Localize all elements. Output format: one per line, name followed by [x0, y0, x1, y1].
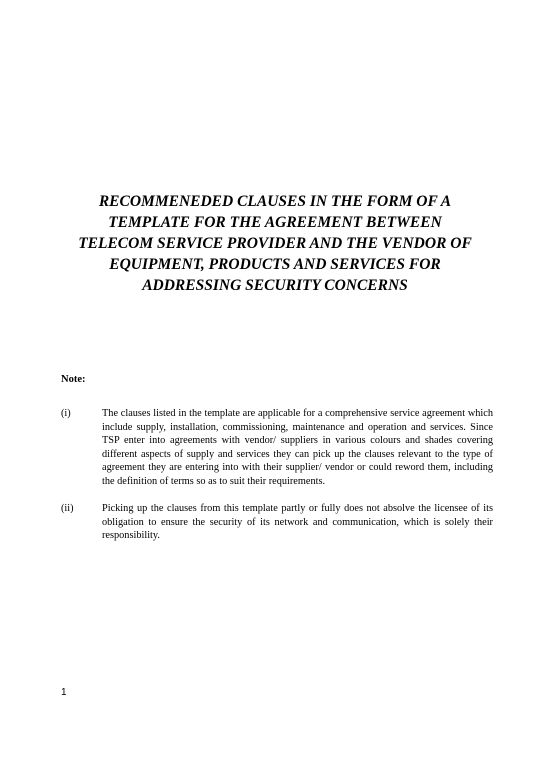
- page-number: 1: [61, 687, 67, 698]
- clause-item: [61, 407, 493, 489]
- title-line: EQUIPMENT, PRODUCTS AND SERVICES FOR: [109, 256, 441, 273]
- title-line: TEMPLATE FOR THE AGREEMENT BETWEEN: [108, 214, 442, 231]
- note-heading: Note:: [61, 374, 86, 385]
- clause-number: (ii): [61, 503, 74, 514]
- title-line: RECOMMENEDED CLAUSES IN THE FORM OF A: [98, 193, 452, 210]
- clause-item: [61, 502, 493, 543]
- clause-text: Picking up the clauses from this template partly or fully does not absolve the licensee of its obligation to ensure the security of its network and communication, which is solely their responsibility.: [102, 503, 493, 542]
- document-title: [60, 191, 490, 296]
- clause-number: (i): [61, 408, 71, 419]
- title-line: ADDRESSING SECURITY CONCERNS: [142, 277, 408, 294]
- title-line: TELECOM SERVICE PROVIDER AND THE VENDOR OF: [78, 235, 472, 252]
- clause-text: The clauses listed in the template are applicable for a comprehensive service agreement which include supply, installation, commissioning, maintenance and operation and services. Since TSP enter into agreements with vendor/ suppliers in various colours and shades covering different aspects of supply and services they can pick up the clauses relevant to the type of agreement they are entering into with their supplier/ vendor or could reword them, including the definition of terms so as to suit their requirements.: [102, 408, 493, 487]
